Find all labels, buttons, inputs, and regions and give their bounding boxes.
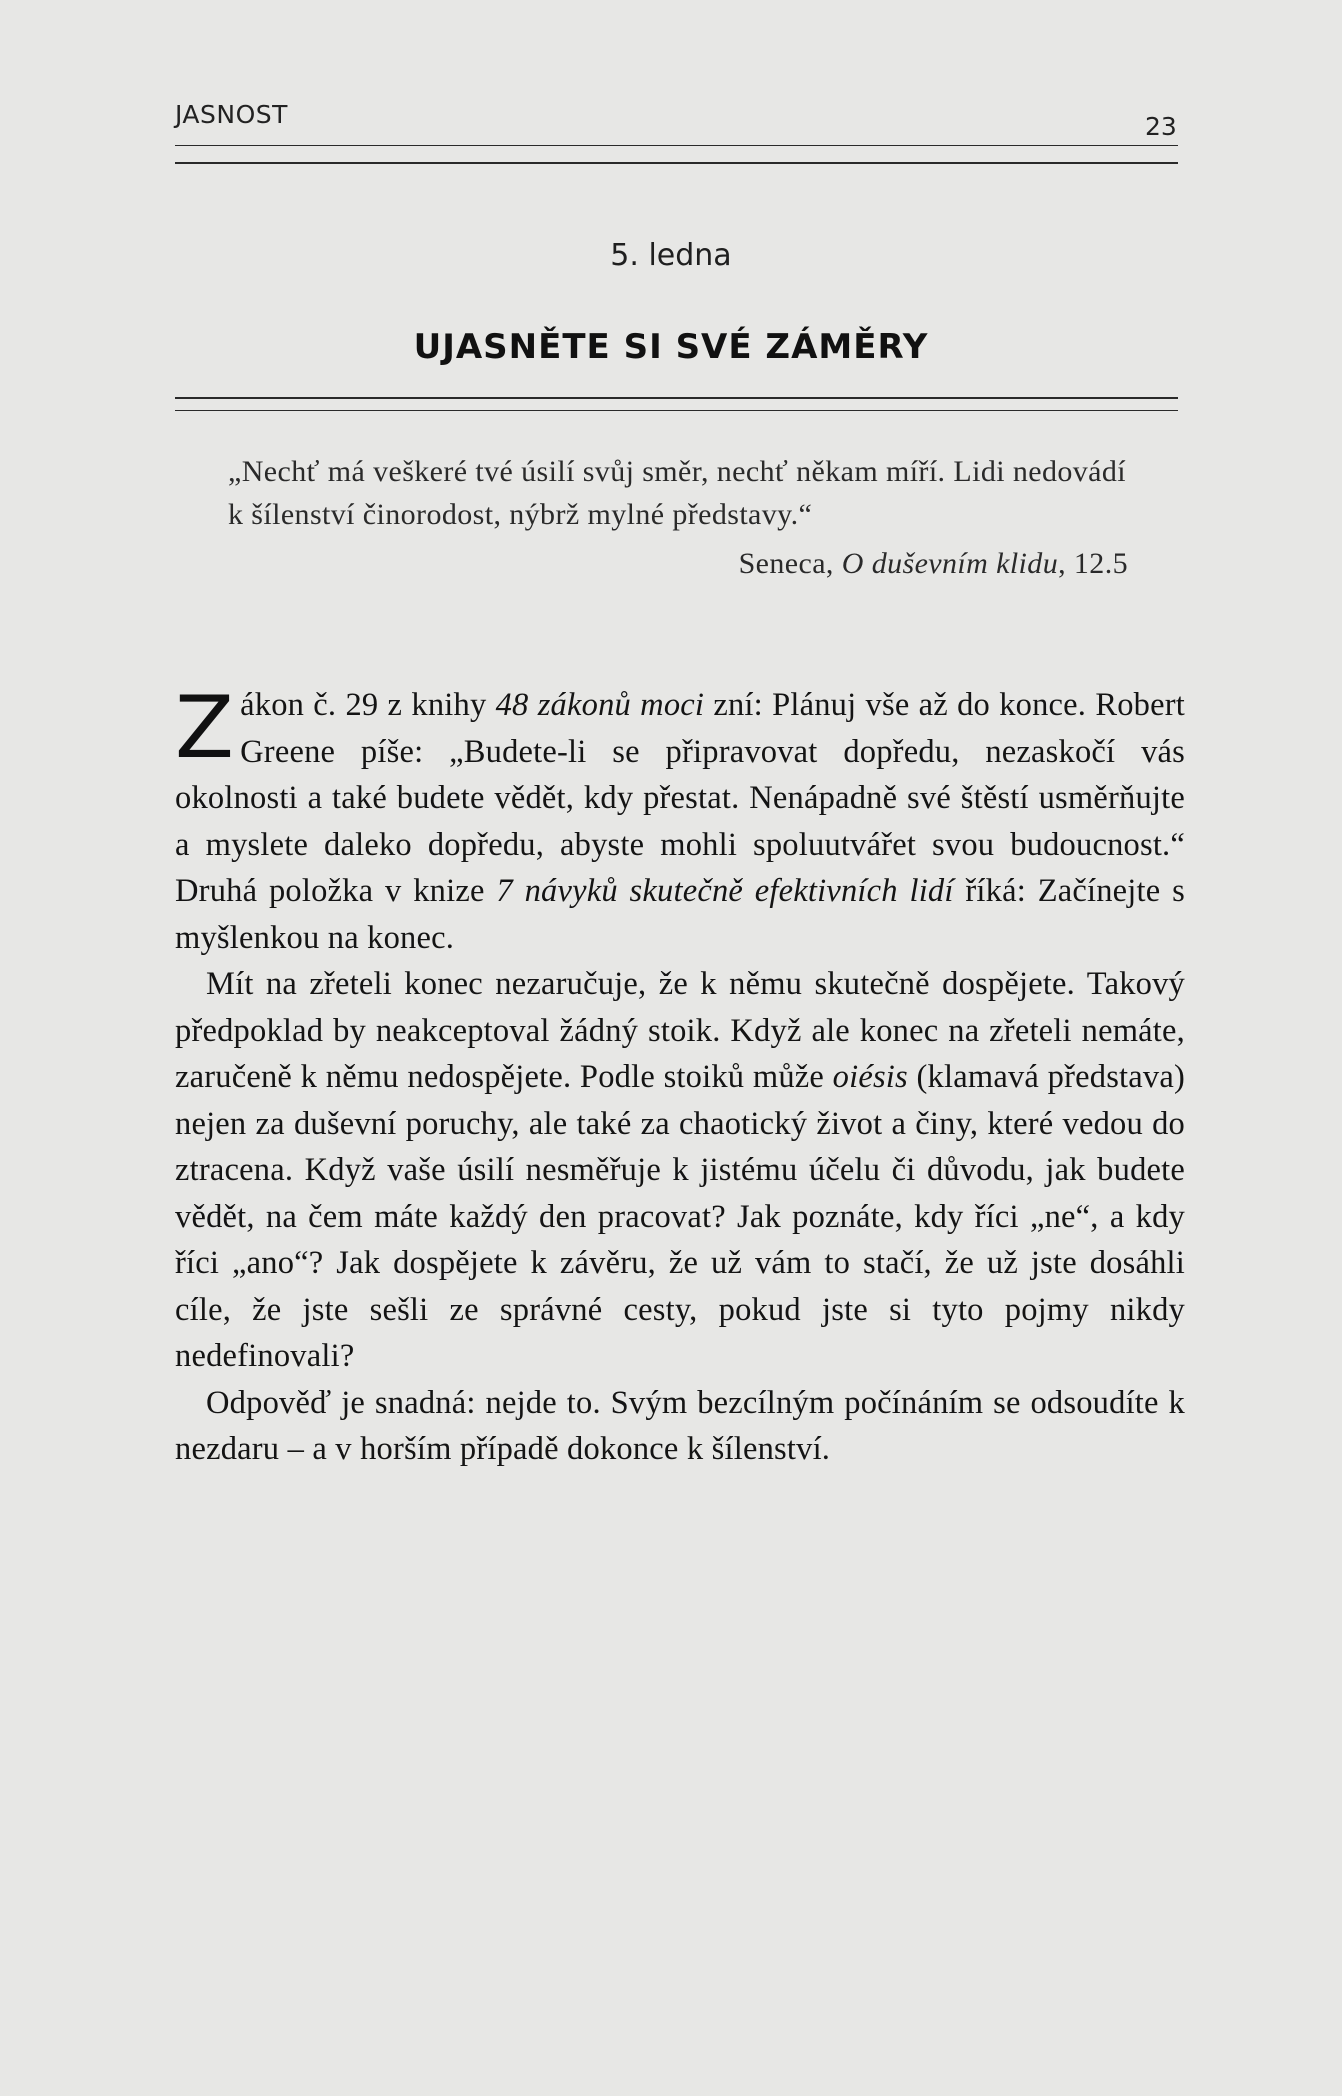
running-head: JASNOST xyxy=(175,100,288,129)
page-number: 23 xyxy=(1145,112,1177,141)
paragraph-1-text-b: zní: Plánuj vše až do konce. Robert Greene píše: „Budete-li se připravovat dopředu, nezaskočí vás okolnosti a také budete vědět, kdy přestat. Nenápadně své štěstí usměrňujte a myslete daleko dopředu, abyste mohli spoluutvářet svou budoucnost.“ Druhá položka v knize xyxy=(175,687,1185,909)
body-text xyxy=(175,678,1185,1473)
paragraph-3-text: Odpověď je snadná: nejde to. Svým bezcílným počínáním se odsoudíte k nezdaru – a v horším případě dokonce k šílenství. xyxy=(175,1384,1185,1467)
paragraph-2-text-b: (klamavá představa) nejen za duševní poruchy, ale také za chaotický život a činy, které vedou do ztracena. Když vaše úsilí nesměřuje k jistému účelu či důvodu, jak budete vědět, na čem máte každý den pracovat? Jak poznáte, kdy říci „ne“, a kdy říci „ano“? Jak dospějete k závěru, že už vám to stačí, že už jste dosáhli cíle, že jste sešli ze správné cesty, pokud jste si tyto pojmy nikdy nedefinovali? xyxy=(175,1059,1185,1374)
drop-cap: Z xyxy=(175,678,235,778)
book-title-48-laws: 48 zákonů moci xyxy=(495,687,705,723)
entry-title: UJASNĚTE SI SVÉ ZÁMĚRY xyxy=(413,327,929,367)
paragraph-2 xyxy=(175,961,1185,1380)
epigraph-quote: „Nechť má veškeré tvé úsilí svůj směr, nechť někam míří. Lidi nedovádí k šílenství činorodost, nýbrž mylné představy.“ xyxy=(228,455,1127,531)
paragraph-3 xyxy=(175,1380,1185,1473)
title-rule xyxy=(175,397,1178,399)
paragraph-1-text-a: ákon č. 29 z knihy xyxy=(240,687,496,723)
entry-date: 5. ledna xyxy=(610,238,732,273)
epigraph-source xyxy=(228,547,1128,581)
book-title-7-habits: 7 návyků skutečně efektivních lidí xyxy=(496,873,954,909)
header-rule-double xyxy=(175,162,1178,164)
paragraph-1-text-c: říká: Začínejte s myšlenkou na konec. xyxy=(175,873,1185,956)
term-oiesis: oiésis xyxy=(832,1059,908,1095)
title-rule-double xyxy=(175,410,1178,411)
epigraph-reference: , 12.5 xyxy=(1058,547,1128,580)
header-rule xyxy=(175,145,1178,146)
epigraph-author: Seneca, xyxy=(738,547,842,580)
epigraph-work: O duševním klidu xyxy=(841,547,1059,580)
paragraph-2-text-a: Mít na zřeteli konec nezaručuje, že k němu skutečně dospějete. Takový předpoklad by neakceptoval žádný stoik. Když ale konec na zřeteli nemáte, zaručeně k němu nedospějete. Podle stoiků může xyxy=(175,966,1185,1095)
paragraph-1 xyxy=(175,678,1185,961)
